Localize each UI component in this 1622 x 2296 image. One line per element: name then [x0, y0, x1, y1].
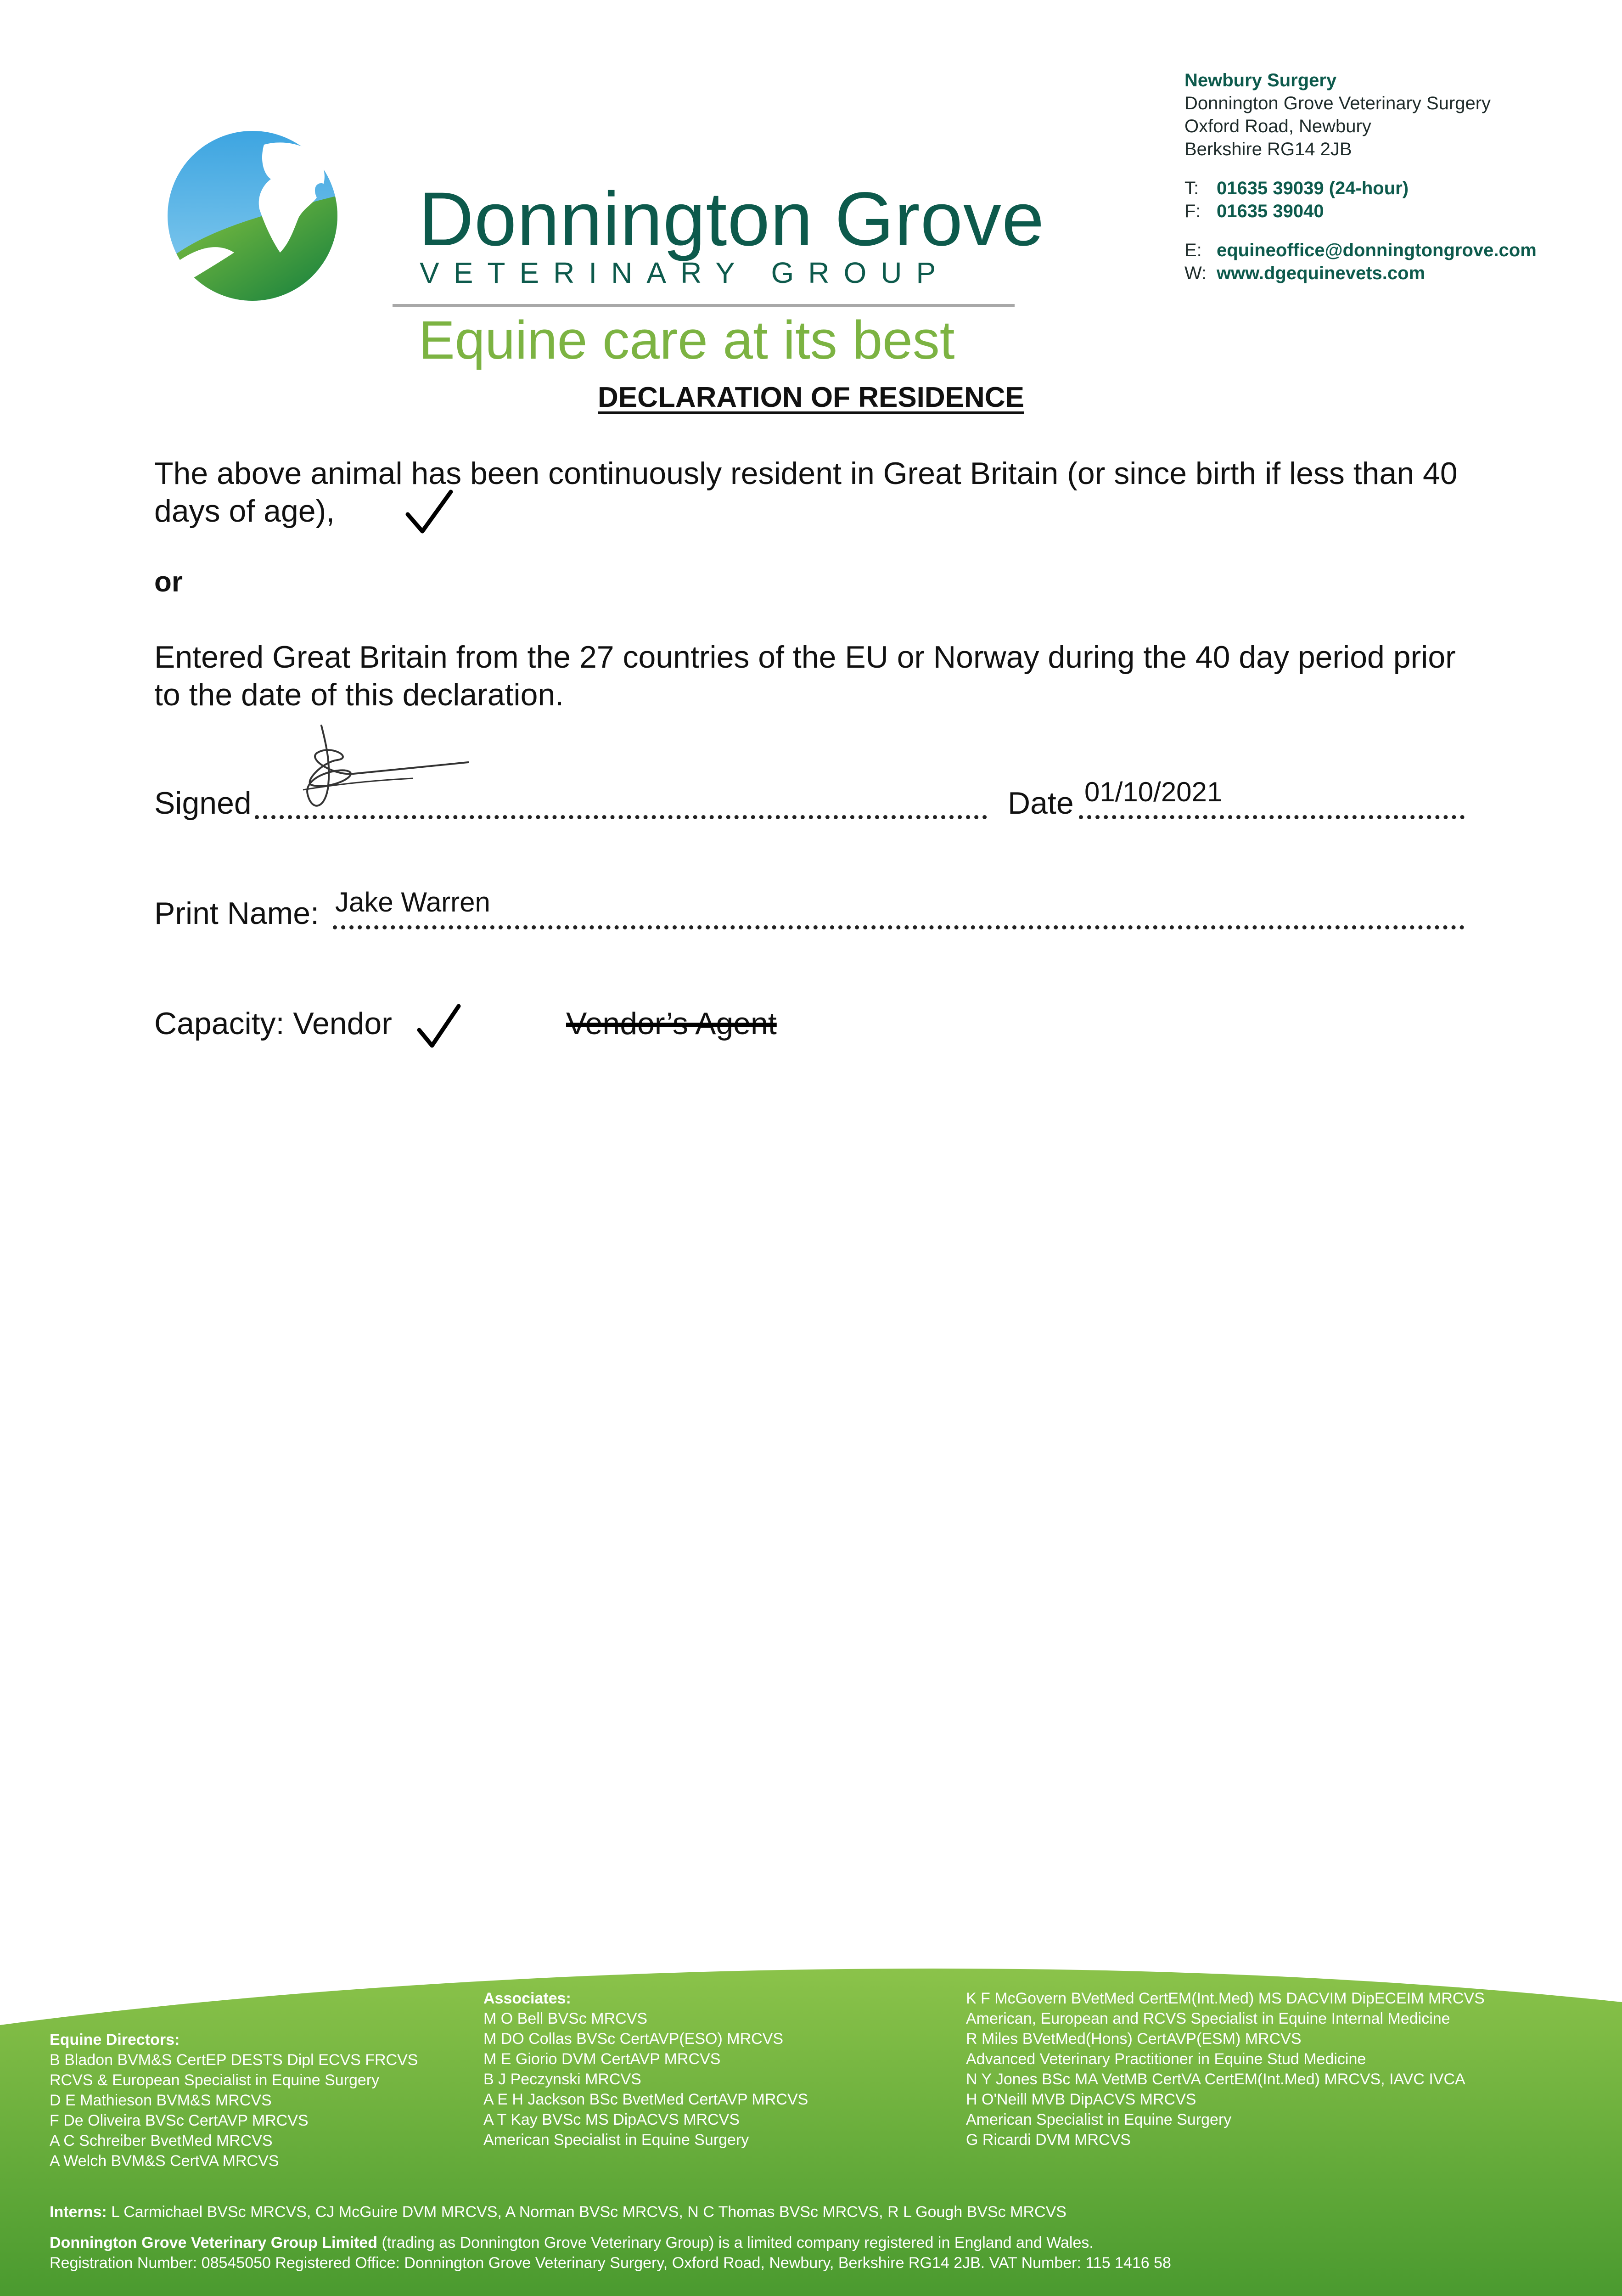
company-name: Donnington Grove Veterinary Group Limited: [50, 2234, 378, 2251]
directors-heading: Equine Directors:: [50, 2031, 180, 2048]
surgery-name: Newbury Surgery: [1184, 70, 1337, 90]
print-name-line: [333, 925, 1465, 929]
brand-group-subtitle: VETERINARY GROUP: [420, 256, 950, 289]
capacity-label: Capacity:: [154, 1006, 285, 1041]
associate-entry: N Y Jones BSc MA VetMB CertVA CertEM(Int.Med) MRCVS, IAVC IVCA: [966, 2071, 1465, 2088]
email: E: equineoffice@donningtongrove.com: [1184, 240, 1537, 260]
date-value: 01/10/2021: [1084, 777, 1223, 807]
associate-entry: M DO Collas BVSc CertAVP(ESO) MRCVS: [483, 2030, 784, 2048]
date-label: Date: [1008, 786, 1074, 821]
brand-divider: [393, 304, 1015, 307]
associates-column-2: [966, 1988, 1485, 2150]
option-entered: Entered Great Britain from the 27 countries of the EU or Norway during the 40 day period prior to the date of this declaration.: [154, 640, 1456, 712]
associate-entry: G Ricardi DVM MRCVS: [966, 2131, 1131, 2149]
checkmark-icon: [415, 1003, 461, 1049]
option-resident: The above animal has been continuously resident in Great Britain (or since birth if less than 40 days of age),: [154, 456, 1458, 529]
associate-entry: A T Kay BVSc MS DipACVS MRCVS: [483, 2111, 740, 2128]
director-entry: RCVS & European Specialist in Equine Surgery: [50, 2071, 380, 2089]
fax: F: 01635 39040: [1184, 201, 1324, 221]
capacity-vendors-agent: Vendor’s Agent: [566, 1006, 777, 1041]
interns-heading: Interns:: [50, 2203, 107, 2221]
associate-entry: American, European and RCVS Specialist in Equine Internal Medicine: [966, 2010, 1450, 2027]
director-entry: D E Mathieson BVM&S MRCVS: [50, 2092, 272, 2109]
address-line: Oxford Road, Newbury: [1184, 116, 1371, 136]
email-link[interactable]: equineoffice@donningtongrove.com: [1217, 240, 1537, 260]
date-line: [1079, 815, 1465, 819]
directors-column: [50, 2030, 418, 2171]
address-line: Donnington Grove Veterinary Surgery: [1184, 93, 1491, 113]
associate-entry: H O'Neill MVB DipACVS MRCVS: [966, 2091, 1196, 2108]
associate-entry: B J Peczynski MRCVS: [483, 2071, 641, 2088]
associate-entry: K F McGovern BVetMed CertEM(Int.Med) MS DACVIM DipECEIM MRCVS: [966, 1990, 1485, 2007]
logo-icon: [165, 124, 349, 308]
print-name-value: Jake Warren: [335, 887, 490, 917]
associate-entry: R Miles BVetMed(Hons) CertAVP(ESM) MRCVS: [966, 2030, 1302, 2048]
associate-entry: A E H Jackson BSc BvetMed CertAVP MRCVS: [483, 2091, 808, 2108]
director-entry: B Bladon BVM&S CertEP DESTS Dipl ECVS FRCVS: [50, 2051, 418, 2069]
associate-entry: American Specialist in Equine Surgery: [483, 2131, 749, 2149]
website-link[interactable]: www.dgequinevets.com: [1217, 263, 1426, 283]
director-entry: F De Oliveira BVSc CertAVP MRCVS: [50, 2112, 309, 2129]
interns-line: [50, 2202, 1066, 2222]
website: W: www.dgequinevets.com: [1184, 263, 1426, 283]
print-name-label: Print Name:: [154, 896, 319, 931]
brand-tagline: Equine care at its best: [419, 310, 955, 371]
signed-label: Signed: [154, 786, 252, 821]
director-entry: A Welch BVM&S CertVA MRCVS: [50, 2152, 279, 2170]
director-entry: A C Schreiber BvetMed MRCVS: [50, 2132, 273, 2150]
associate-entry: American Specialist in Equine Surgery: [966, 2111, 1232, 2128]
signature-icon: [294, 716, 477, 817]
associate-entry: M E Giorio DVM CertAVP MRCVS: [483, 2050, 721, 2068]
telephone: T: 01635 39039 (24-hour): [1184, 178, 1409, 198]
capacity-vendor: Vendor: [293, 1006, 392, 1041]
associate-entry: M O Bell BVSc MRCVS: [483, 2010, 648, 2027]
associates-heading: Associates:: [483, 1990, 571, 2007]
checkmark-icon: [404, 489, 455, 535]
address-line: Berkshire RG14 2JB: [1184, 139, 1352, 159]
or-separator: or: [154, 566, 183, 598]
associate-entry: Advanced Veterinary Practitioner in Equine Stud Medicine: [966, 2050, 1366, 2068]
company-text: (trading as Donnington Grove Veterinary Group) is a limited company registered in England and Wales.: [377, 2234, 1094, 2251]
brand-name: Donnington Grove: [419, 177, 1045, 262]
registration-line: Registration Number: 08545050 Registered Office: Donnington Grove Veterinary Surgery, Oxford Road, Newbury, Berkshire RG14 2JB. VAT Number: 115 1416 58: [50, 2254, 1171, 2272]
capacity-row: [154, 1006, 392, 1041]
company-line: [50, 2233, 1094, 2253]
document-title: DECLARATION OF RESIDENCE: [598, 382, 1024, 413]
interns-list: L Carmichael BVSc MRCVS, CJ McGuire DVM MRCVS, A Norman BVSc MRCVS, N C Thomas BVSc MRCVS, R L Gough BVSc MRCVS: [111, 2203, 1066, 2221]
associates-column: [483, 1988, 808, 2150]
